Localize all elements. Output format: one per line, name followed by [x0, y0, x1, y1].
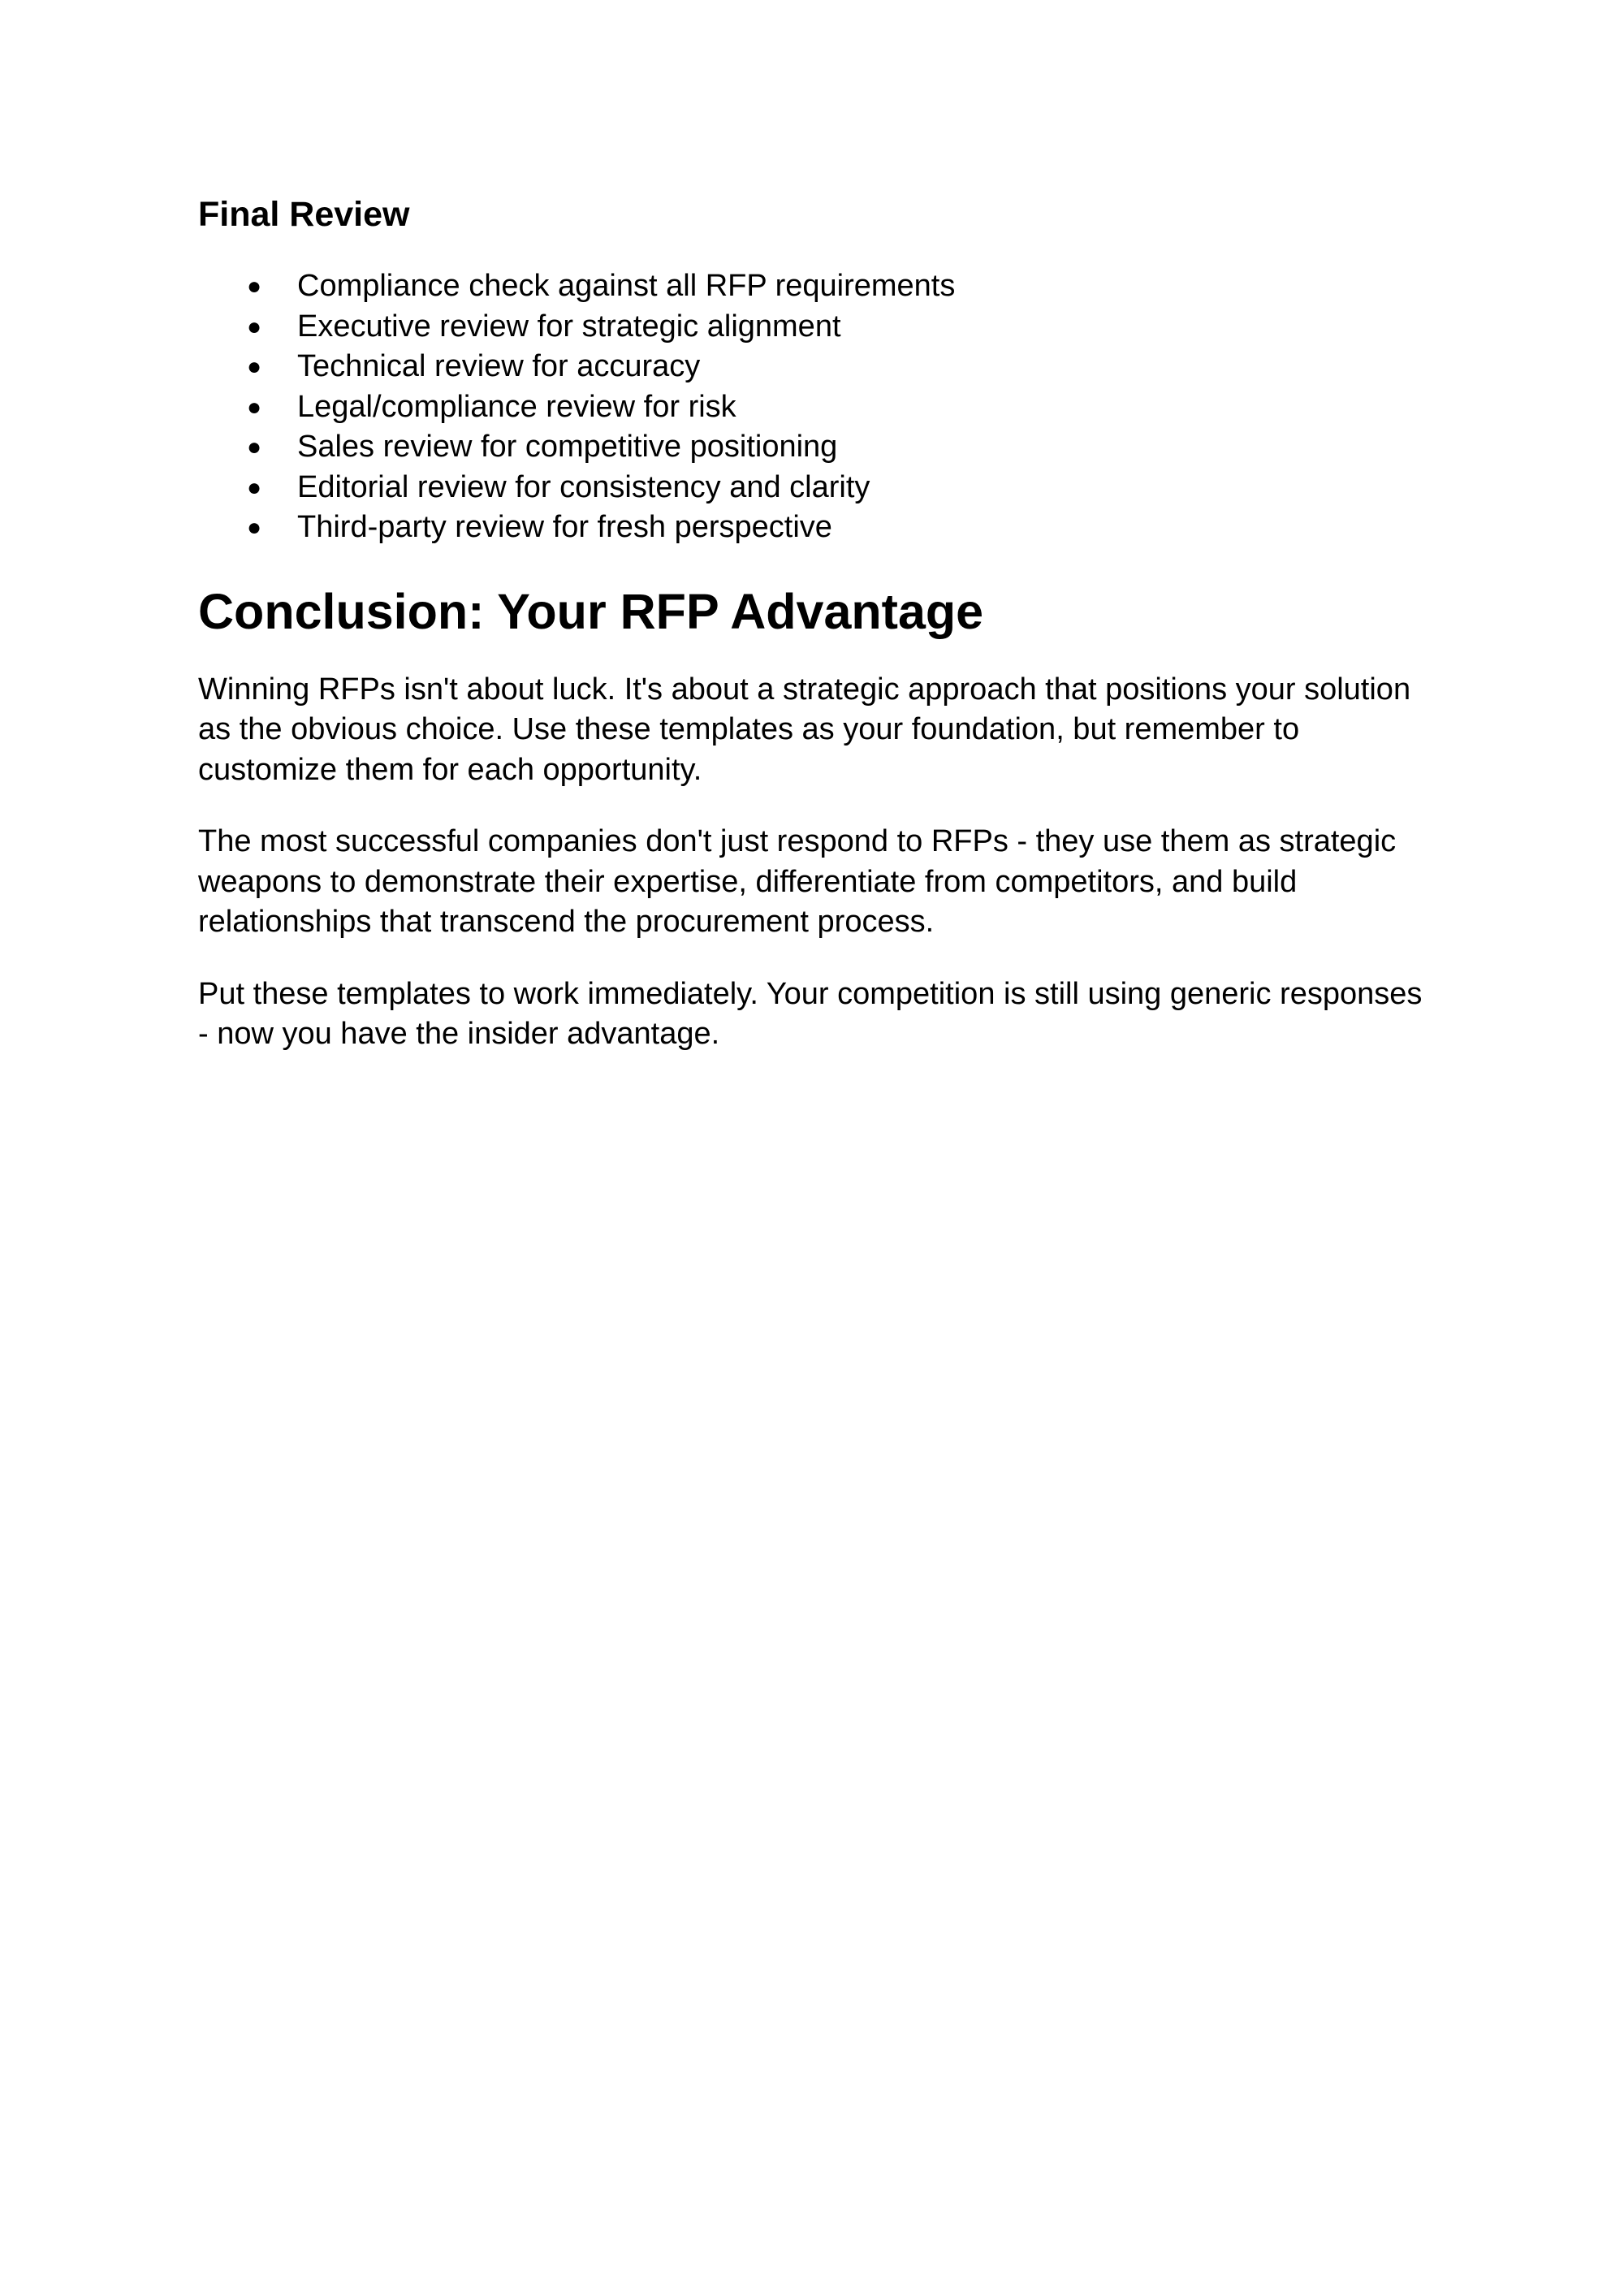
- bullet-icon: ●: [247, 434, 262, 460]
- bullet-icon: ●: [247, 313, 262, 340]
- document-page: [198, 193, 1440, 1087]
- list-item-text: Editorial review for consistency and clarity: [297, 469, 870, 504]
- section-heading-final-review: Final Review: [198, 195, 410, 234]
- list-item: [198, 468, 1440, 508]
- list-item-text: Technical review for accuracy: [297, 349, 701, 383]
- list-item-text: Sales review for competitive positioning: [297, 430, 838, 464]
- list-item: [198, 427, 1440, 468]
- conclusion-heading: Conclusion: Your RFP Advantage: [198, 583, 984, 639]
- bullet-icon: ●: [247, 473, 262, 501]
- list-item: [198, 266, 1440, 307]
- list-item-text: Compliance check against all RFP requirements: [297, 269, 956, 303]
- final-review-list: [198, 266, 1440, 548]
- list-item: [198, 307, 1440, 348]
- bullet-icon: ●: [247, 273, 262, 300]
- list-item-text: Third-party review for fresh perspective: [297, 510, 832, 544]
- bullet-icon: ●: [247, 353, 262, 380]
- list-item: [198, 347, 1440, 387]
- list-item-text: Legal/compliance review for risk: [297, 389, 736, 424]
- conclusion-paragraph-3: Put these templates to work immediately. Your competition is still using generic responses - now you have the insider advantage.: [198, 976, 1423, 1051]
- conclusion-paragraph-2: The most successful companies don't just respond to RFPs - they use them as strategic weapons to demonstrate their expertise, differentiate from competitors, and build relationships that transcend the procurement process.: [198, 824, 1397, 939]
- list-item-text: Executive review for strategic alignment: [297, 309, 841, 344]
- conclusion-paragraph-1: Winning RFPs isn't about luck. It's about a strategic approach that positions your solution as the obvious choice. Use these templates as your foundation, but remember to customize them for each opportunity.: [198, 672, 1411, 787]
- bullet-icon: ●: [247, 514, 262, 541]
- bullet-icon: ●: [247, 393, 262, 421]
- list-item: [198, 387, 1440, 428]
- list-item: [198, 508, 1440, 548]
